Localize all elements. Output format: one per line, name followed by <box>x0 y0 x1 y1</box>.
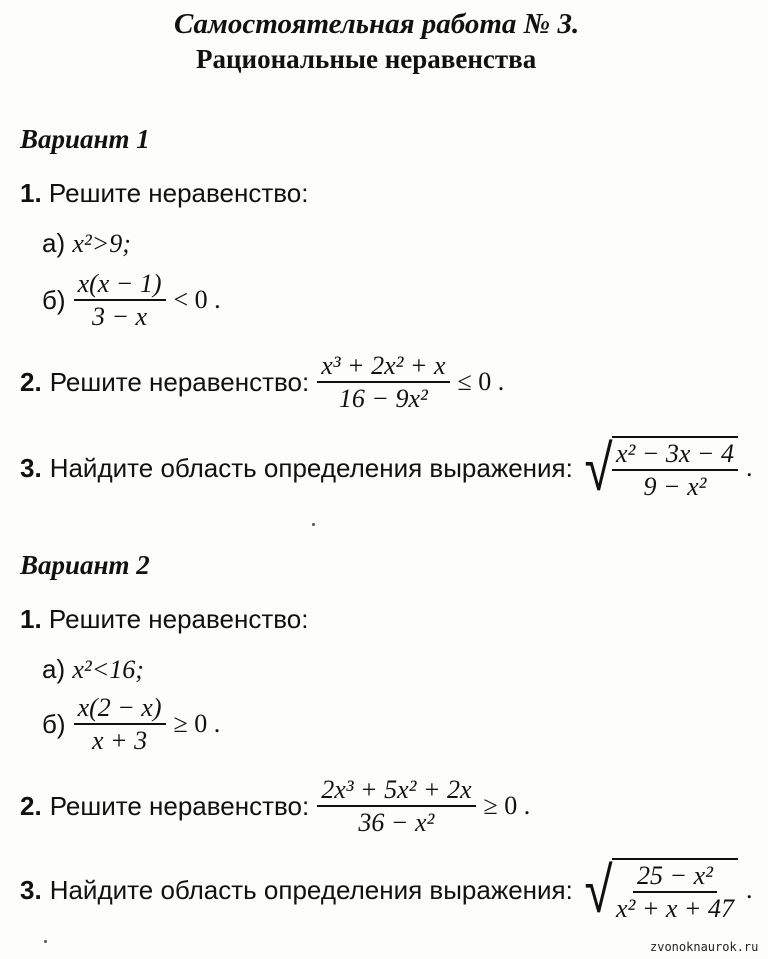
fraction <box>317 352 449 413</box>
period: . <box>745 875 753 905</box>
denominator: 16 − 9x² <box>338 384 428 414</box>
denominator: 9 − x² <box>643 472 707 502</box>
task-text: Решите неравенство: <box>49 366 310 397</box>
square-root <box>581 854 738 926</box>
radical-sign: √ <box>584 854 613 926</box>
page-subtitle: Рациональные неравенства <box>196 44 537 74</box>
v1-task1-prompt <box>20 178 308 209</box>
period: . <box>745 453 753 483</box>
task-number: 2. <box>20 366 42 397</box>
denominator: x² + x + 47 <box>616 894 734 924</box>
radical-sign: √ <box>584 432 613 504</box>
numerator: 25 − x² <box>633 862 717 893</box>
watermark: zvonoknaurok.ru <box>650 940 759 954</box>
page-title: Самостоятельная работа № 3. <box>174 8 580 40</box>
v1-task1-a <box>42 228 131 259</box>
speck <box>312 523 315 526</box>
task-text: Решите неравенство: <box>48 604 309 634</box>
denominator: x + 3 <box>91 726 148 756</box>
math-expression: x²>9; <box>72 229 131 258</box>
fraction <box>317 776 475 837</box>
denominator: 3 − x <box>91 302 148 332</box>
square-root <box>581 432 738 504</box>
task-text: Решите неравенство: <box>49 790 310 821</box>
item-label: б) <box>42 284 66 315</box>
task-text: Найдите область определения выражения: <box>49 452 573 483</box>
task-number: 1. <box>20 604 42 634</box>
task-text: Решите неравенство: <box>48 178 309 208</box>
denominator: 36 − x² <box>358 808 435 838</box>
task-text: Найдите область определения выражения: <box>49 874 573 905</box>
relation: ≥ 0 . <box>173 709 221 739</box>
numerator: 2x³ + 5x² + 2x <box>317 776 475 807</box>
item-label: б) <box>42 708 66 739</box>
variant-1-heading: Вариант 1 <box>20 124 150 154</box>
relation: ≥ 0 . <box>483 791 531 821</box>
v2-task2 <box>20 776 530 837</box>
v1-task3 <box>20 432 753 504</box>
task-number: 2. <box>20 790 42 821</box>
variant-2-heading: Вариант 2 <box>20 550 150 580</box>
v1-task2 <box>20 352 504 413</box>
speck <box>44 940 47 943</box>
task-number: 3. <box>20 874 42 905</box>
v2-task1-a <box>42 654 144 685</box>
task-number: 1. <box>20 178 42 208</box>
fraction <box>612 440 738 501</box>
relation: < 0 . <box>173 285 221 315</box>
v2-task1-prompt <box>20 604 308 635</box>
v1-task1-b <box>42 270 221 331</box>
numerator: x³ + 2x² + x <box>317 352 449 383</box>
item-label: а) <box>42 228 66 258</box>
numerator: x² − 3x − 4 <box>612 440 738 471</box>
fraction <box>74 694 166 755</box>
fraction <box>74 270 166 331</box>
numerator: x(x − 1) <box>74 270 166 301</box>
math-expression: x²<16; <box>72 655 144 684</box>
item-label: а) <box>42 654 66 684</box>
numerator: x(2 − x) <box>74 694 166 725</box>
v2-task1-b <box>42 694 220 755</box>
task-number: 3. <box>20 452 42 483</box>
relation: ≤ 0 . <box>457 367 505 397</box>
fraction <box>612 862 738 923</box>
v2-task3 <box>20 854 753 926</box>
